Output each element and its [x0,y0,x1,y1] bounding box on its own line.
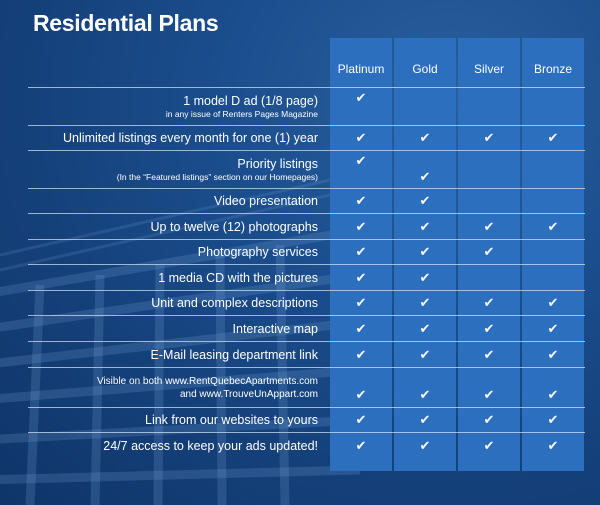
feature-row [28,315,585,342]
feature-row [28,188,585,214]
feature-title: 1 media CD with the pictures [158,270,318,285]
feature-label [28,316,318,342]
check-icon: ✔ [419,271,431,286]
check-icon: ✔ [355,322,367,337]
feature-title: Photography services [197,245,318,259]
check-icon: ✔ [419,322,431,337]
feature-row [28,290,585,316]
check-icon: ✔ [419,439,431,454]
feature-title: Link from our websites to yours [145,413,318,427]
feature-title: 24/7 access to keep your ads updated! [103,438,318,453]
check-icon: ✔ [483,413,495,428]
check-icon: ✔ [483,439,495,454]
plan-header-gold: Gold [412,62,438,76]
feature-title: Unit and complex descriptions [151,296,318,310]
check-icon: ✔ [483,322,495,337]
feature-label [28,368,318,408]
feature-label [28,265,318,291]
feature-subtitle: in any issue of Renters Pages Magazine [165,109,318,119]
feature-subtitle: and www.TrouveUnAppart.com [179,389,318,400]
check-icon: ✔ [419,245,431,260]
check-icon: ✔ [483,388,495,403]
check-icon: ✔ [419,194,431,209]
feature-label [28,214,318,240]
check-icon: ✔ [419,220,431,235]
check-icon: ✔ [419,413,431,428]
feature-title: Interactive map [232,321,318,336]
check-icon: ✔ [419,170,431,185]
check-icon: ✔ [483,220,495,235]
check-icon: ✔ [419,131,431,146]
check-icon: ✔ [419,388,431,403]
feature-title: Up to twelve (12) photographs [150,219,318,234]
check-icon: ✔ [547,322,559,337]
check-icon: ✔ [355,154,367,169]
check-icon: ✔ [355,413,367,428]
check-icon: ✔ [483,348,495,363]
feature-row [28,432,585,459]
check-icon: ✔ [547,388,559,403]
feature-title: Video presentation [213,194,318,208]
check-icon: ✔ [547,220,559,235]
check-icon: ✔ [419,296,431,311]
feature-label [28,189,318,214]
check-icon: ✔ [355,220,367,235]
check-icon: ✔ [547,348,559,363]
feature-row [28,87,585,126]
feature-label [28,151,318,189]
feature-title: Visible on both www.RentQuebecApartments.com [96,376,318,387]
check-icon: ✔ [355,439,367,454]
check-icon: ✔ [547,439,559,454]
feature-row [28,239,585,265]
feature-title: Unlimited listings every month for one (1) year [63,131,318,145]
feature-row [28,407,585,433]
feature-title: E-Mail leasing department link [150,347,318,362]
feature-label [28,126,318,151]
check-icon: ✔ [355,194,367,209]
check-icon: ✔ [355,388,367,403]
feature-row [28,264,585,291]
feature-row [28,150,585,189]
feature-label [28,88,318,126]
page-title: Residential Plans [33,10,219,36]
feature-title: Priority listings [237,157,318,171]
check-icon: ✔ [547,296,559,311]
plan-header-silver: Silver [473,62,504,76]
feature-row [28,341,585,368]
check-icon: ✔ [483,131,495,146]
check-icon: ✔ [355,245,367,260]
check-icon: ✔ [355,296,367,311]
feature-row [28,125,585,151]
feature-label [28,433,318,459]
feature-row [28,367,585,408]
check-icon: ✔ [483,245,495,260]
feature-title: 1 model D ad (1/8 page) [183,94,318,108]
check-icon: ✔ [547,413,559,428]
feature-subtitle: (In the “Featured listings” section on our Homepages) [116,172,318,182]
plan-header-platinum: Platinum [337,62,385,76]
feature-row [28,213,585,240]
check-icon: ✔ [355,131,367,146]
feature-label [28,240,318,265]
plan-header-bronze: Bronze [533,62,573,76]
check-icon: ✔ [355,91,367,106]
feature-label [28,408,318,433]
check-icon: ✔ [419,348,431,363]
feature-label [28,291,318,316]
check-icon: ✔ [483,296,495,311]
feature-label [28,342,318,368]
check-icon: ✔ [547,131,559,146]
check-icon: ✔ [355,271,367,286]
check-icon: ✔ [355,348,367,363]
